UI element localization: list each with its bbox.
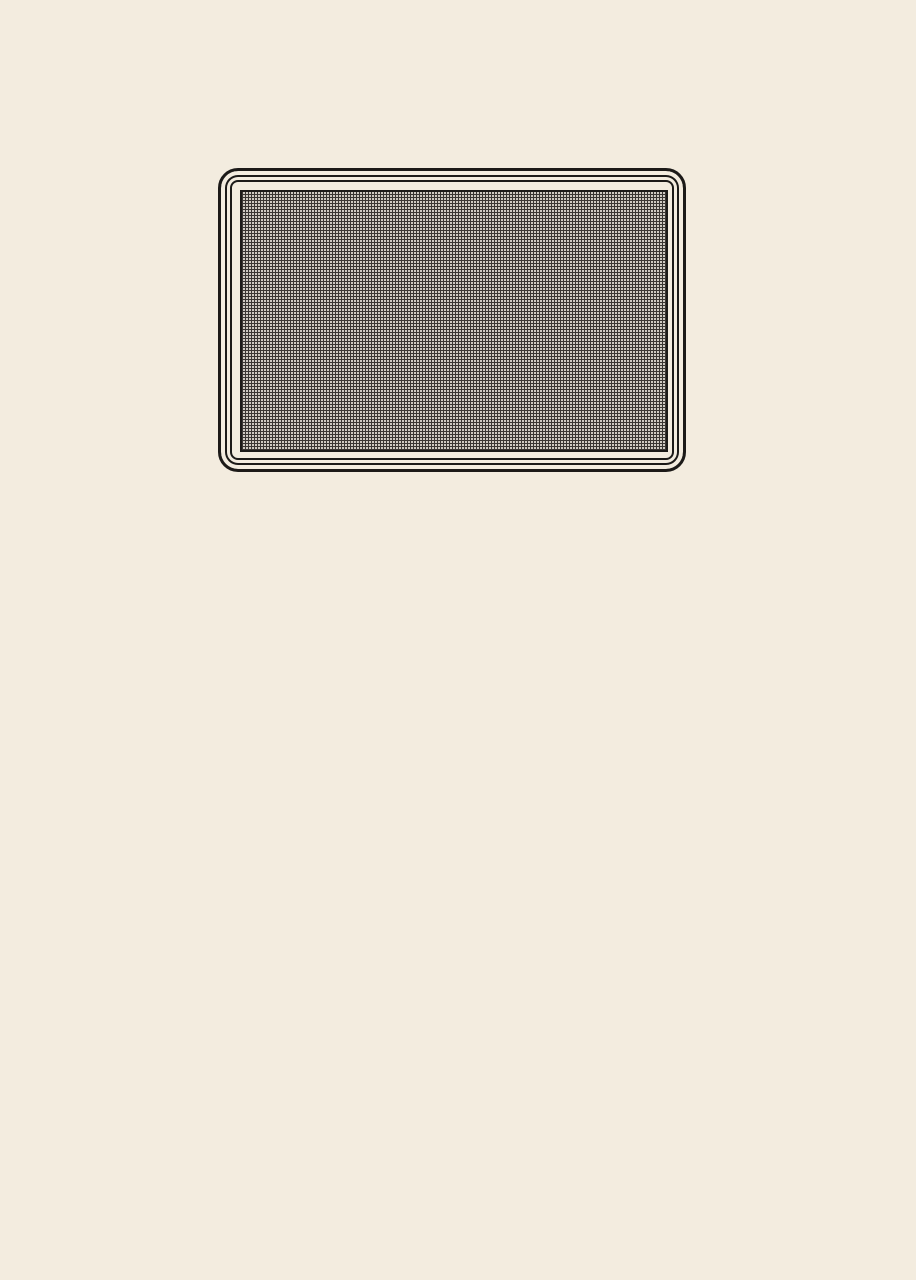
- keyboard-figure: [218, 168, 686, 472]
- keyboard-grid-background: [240, 190, 668, 452]
